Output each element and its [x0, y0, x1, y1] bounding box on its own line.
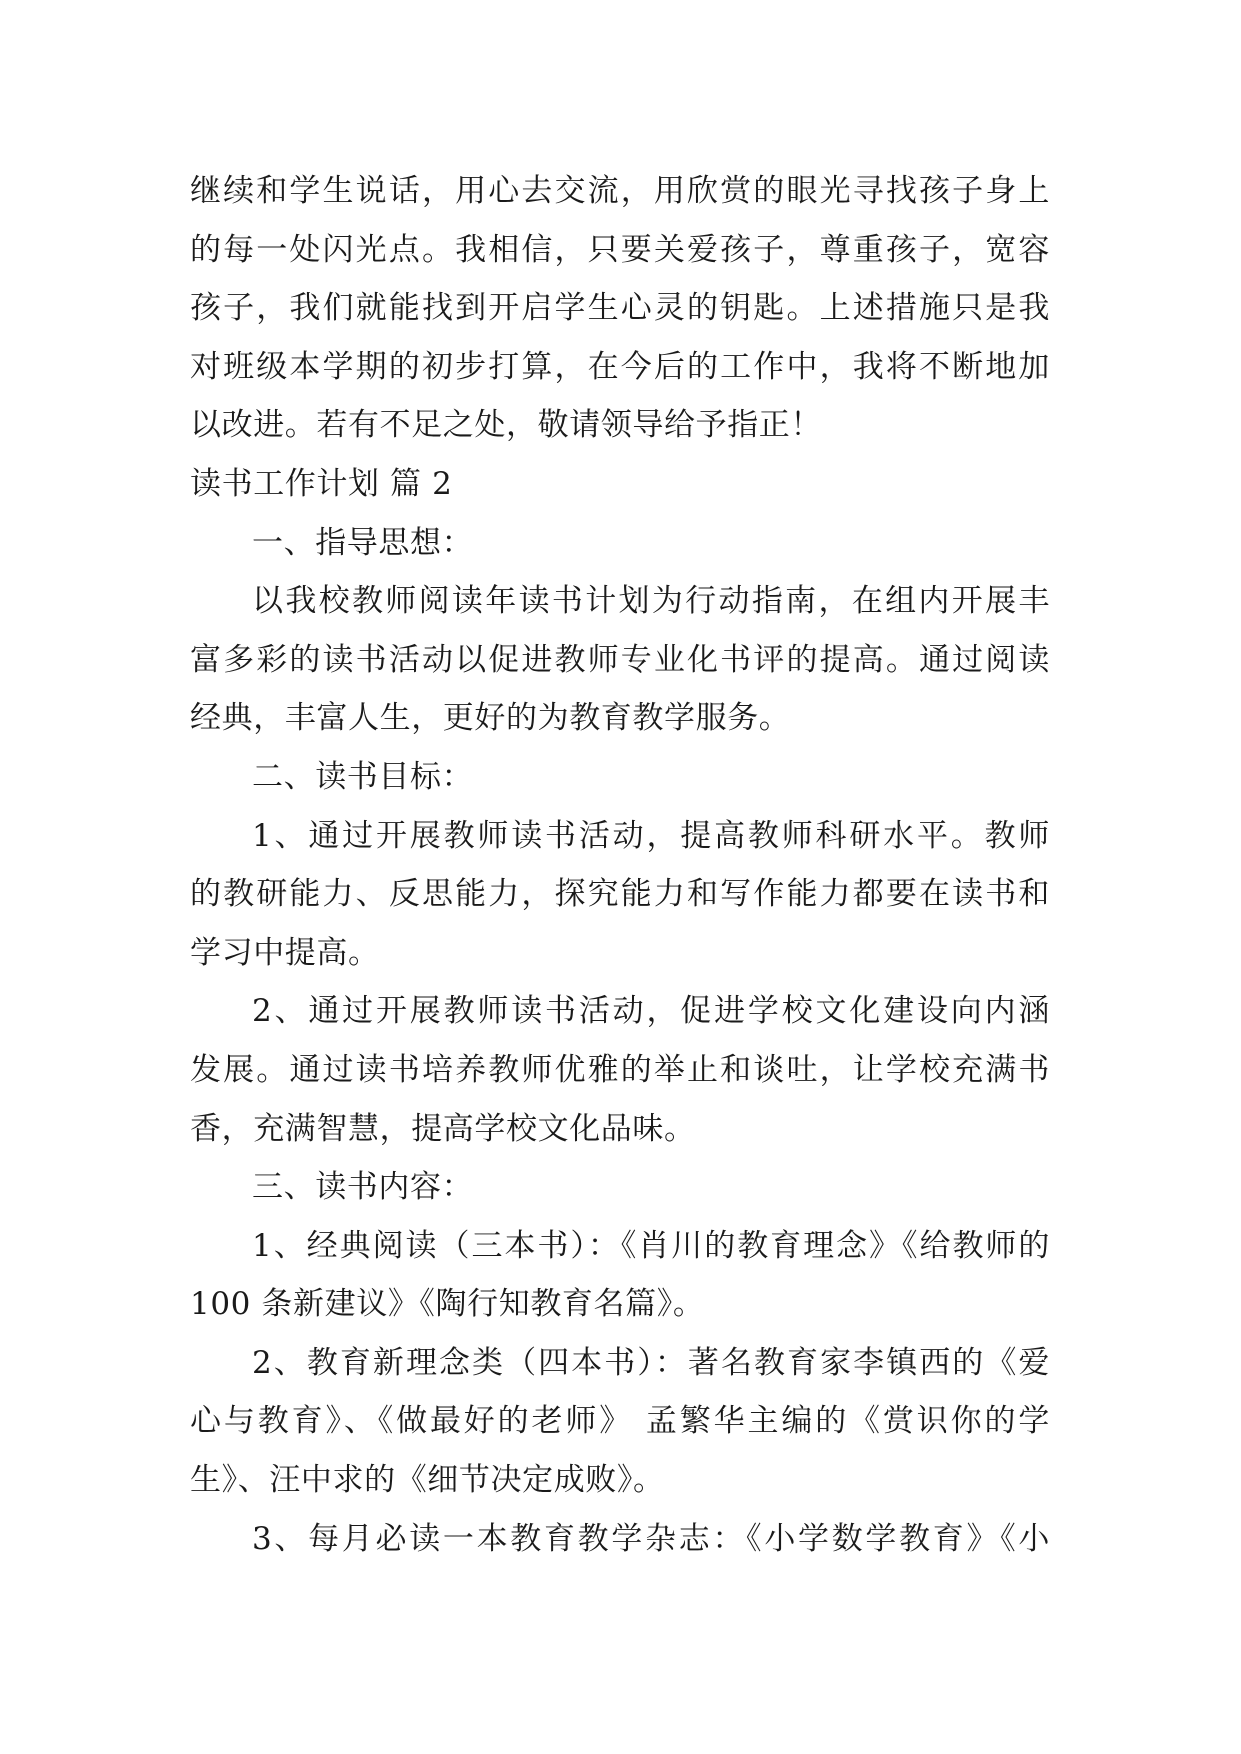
text-line: 香，充满智慧，提高学校文化品味。 — [190, 1110, 696, 1147]
text-line: 以改进。若有不足之处，敬请领导给予指正！ — [190, 407, 822, 444]
text-line: 2、通过开展教师读书活动，促进学校文化建设向内涵 — [252, 993, 1050, 1030]
text-line: 三、读书内容： — [252, 1169, 474, 1206]
text-line: 经典，丰富人生，更好的为教育教学服务。 — [190, 700, 791, 737]
text-line: 生》、汪中求的《细节决定成败》。 — [190, 1462, 665, 1499]
text-line: 学习中提高。 — [190, 934, 380, 971]
text-line: 的每一处闪光点。我相信，只要关爱孩子，尊重孩子，宽容 — [190, 231, 1050, 268]
text-line: 1、经典阅读（三本书）：《肖川的教育理念》《给教师的 — [252, 1227, 1050, 1264]
document-body — [190, 162, 1050, 1568]
text-line: 的教研能力、反思能力，探究能力和写作能力都要在读书和 — [190, 876, 1050, 913]
text-line: 2、教育新理念类（四本书）：著名教育家李镇西的《爱 — [252, 1344, 1050, 1381]
text-line: 富多彩的读书活动以促进教师专业化书评的提高。通过阅读 — [190, 641, 1050, 678]
text-line: 1、通过开展教师读书活动，提高教师科研水平。教师 — [252, 817, 1050, 854]
text-line: 100 条新建议》《陶行知教育名篇》。 — [190, 1286, 705, 1323]
text-line: 3、每月必读一本教育教学杂志：《小学数学教育》《小 — [252, 1520, 1050, 1557]
text-line: 以我校教师阅读年读书计划为行动指南，在组内开展丰 — [252, 583, 1050, 620]
text-line: 继续和学生说话，用心去交流，用欣赏的眼光寻找孩子身上 — [190, 173, 1050, 209]
text-line: 孩子，我们就能找到开启学生心灵的钥匙。上述措施只是我 — [190, 290, 1050, 327]
text-line: 读书工作计划 篇 2 — [190, 465, 453, 502]
text-line: 二、读书目标： — [252, 758, 474, 795]
text-line: 对班级本学期的初步打算，在今后的工作中，我将不断地加 — [190, 348, 1050, 385]
text-line: 发展。通过读书培养教师优雅的举止和谈吐，让学校充满书 — [190, 1051, 1050, 1088]
text-line: 一、指导思想： — [252, 524, 474, 561]
text-line: 心与教育》、《做最好的老师》 孟繁华主编的《赏识你的学 — [190, 1403, 1050, 1440]
